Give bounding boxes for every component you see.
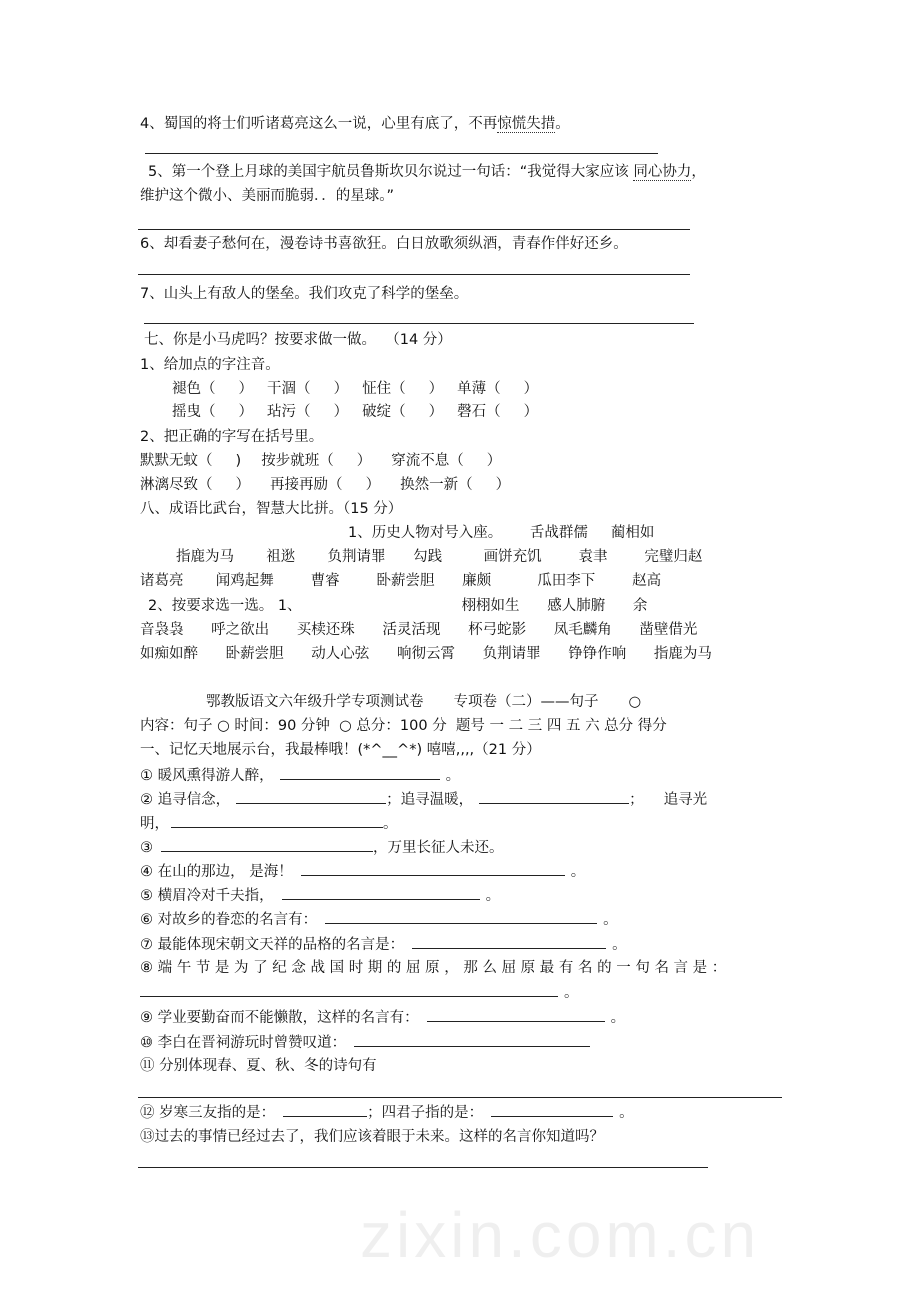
idiom-line-2: 指鹿为马 祖逖 负荆请罪 勾践 画饼充饥 袁聿 完璧归赵	[176, 549, 703, 565]
blank[interactable]	[283, 1102, 367, 1117]
q5-text: 5、第一个登上月球的美国宇航员鲁斯坎贝尔说过一句话：“我觉得大家应该	[148, 164, 634, 180]
period: 。	[445, 768, 461, 784]
idiom-line-1: 1、历史人物对号入座。 舌战群儒 蔺相如	[348, 525, 655, 541]
s1-q4	[140, 861, 585, 882]
q-text: ，万里长征人未还。	[373, 840, 504, 856]
period: 。	[619, 1105, 634, 1121]
exam-header-line	[206, 692, 641, 712]
blank[interactable]	[427, 1007, 605, 1022]
blank[interactable]	[161, 837, 373, 852]
q4-rewrite	[140, 114, 570, 134]
section1-title: 一、记忆天地展示台，我最棒哦！(*^__^*) 嘻嘻,,,,（21 分）	[140, 742, 541, 758]
q-text: ① 暖风熏得游人醉，	[140, 768, 274, 784]
answer-line[interactable]	[145, 153, 658, 154]
q-text: ⑫ 岁寒三友指的是：	[140, 1105, 276, 1121]
q4-dotted: 惊慌失措	[497, 116, 556, 132]
answer-line[interactable]	[138, 274, 690, 275]
period: 。	[570, 864, 586, 880]
answer-line[interactable]	[144, 323, 694, 324]
s1-q1	[140, 765, 460, 786]
q-text: ⑨ 学业要勤奋而不能懒散，这样的名言有：	[140, 1010, 419, 1026]
section8-title: 八、成语比武台，智慧大比拼。（15 分）	[140, 501, 403, 517]
pinyin-item[interactable]: 摇曳（ ）	[172, 404, 254, 420]
blank[interactable]	[280, 765, 440, 780]
q-text: ⑥ 对故乡的眷恋的名言有：	[140, 912, 318, 928]
pinyin-item[interactable]: 怔住（ ）	[362, 381, 444, 397]
idiom-line-4	[148, 596, 647, 616]
correction-row-1	[140, 451, 501, 471]
answer-line[interactable]	[138, 229, 690, 230]
q4-end: 。	[555, 116, 570, 132]
blank[interactable]	[301, 861, 565, 876]
answer-line[interactable]	[138, 1097, 782, 1098]
q-text: ⑤ 横眉冷对千夫指，	[140, 888, 274, 904]
section7-sub1: 1、给加点的字注音。	[140, 357, 280, 373]
s1-q10	[140, 1032, 590, 1053]
s1-q8: ⑧ 端 午 节 是 为 了 纪 念 战 国 时 期 的 屈 原 ， 那 么 屈 原 最 有 名 的 一 句 名 言 是 ：	[140, 960, 727, 976]
q-text: ② 追寻信念，	[140, 792, 231, 808]
idiom-line-4b: 栩栩如生 感人肺腑 余	[461, 598, 648, 614]
exam-subtitle: 专项卷（二）——句子	[453, 694, 599, 710]
q4-text: 4、蜀国的将士们听诸葛亮这么一说，心里有底了，不再	[140, 116, 498, 132]
pinyin-item[interactable]: 干涸（ ）	[267, 381, 349, 397]
s1-q5	[140, 885, 500, 906]
blank[interactable]	[236, 789, 386, 804]
q-text: ④ 在山的那边， 是海！	[140, 864, 293, 880]
correction-item[interactable]: 穿流不息（ ）	[391, 453, 502, 469]
pinyin-item[interactable]: 褪色（ ）	[172, 381, 254, 397]
blank[interactable]	[479, 789, 629, 804]
s1-q13: ⑬过去的事情已经过去了，我们应该着眼于未来。这样的名言你知道吗？	[140, 1129, 604, 1145]
blank[interactable]	[282, 885, 480, 900]
period: 。	[603, 912, 618, 928]
q-text: ；追寻温暖，	[386, 792, 474, 808]
s1-q12	[140, 1102, 634, 1123]
s1-q3	[140, 837, 504, 858]
q5-rewrite	[148, 162, 706, 182]
q-text: ；四君子指的是：	[367, 1105, 484, 1121]
s1-q2-cont	[140, 813, 398, 834]
period: 。	[564, 985, 579, 1001]
watermark: zixin.com.cn	[360, 1199, 761, 1271]
s1-q7	[140, 934, 627, 955]
answer-line[interactable]	[138, 1167, 708, 1168]
q7-rewrite: 7、山头上有敌人的堡垒。我们攻克了科学的堡垒。	[140, 286, 469, 302]
q-text: 追寻光	[663, 792, 708, 808]
blank[interactable]	[140, 982, 558, 997]
correction-item[interactable]: 按步就班（ ）	[261, 453, 372, 469]
q5-end: ，	[691, 164, 706, 180]
q-text: ③	[140, 840, 153, 856]
exam-info: 内容：句子 ○ 时间：90 分钟 ○ 总分：100 分 题号 一 二 三 四 五 六 总分 得分	[140, 718, 667, 734]
pinyin-item[interactable]: 破绽（ ）	[362, 404, 444, 420]
correction-item[interactable]: 淋漓尽致（ ）	[140, 477, 251, 493]
exam-title: 鄂教版语文六年级升学专项测试卷	[206, 694, 424, 710]
correction-row-2	[140, 475, 510, 495]
idiom-line-3: 诸葛亮 闻鸡起舞 曹睿 卧薪尝胆 廉颇 瓜田李下 赵高	[140, 573, 662, 589]
pinyin-item[interactable]: 单薄（ ）	[457, 381, 539, 397]
s1-q6	[140, 909, 618, 930]
idiom-line-6: 如痴如醉 卧薪尝胆 动人心弦 响彻云霄 负荆请罪 铮铮作响 指鹿为马	[140, 646, 712, 662]
idiom-line-4a: 2、按要求选一选。 1、	[148, 598, 302, 614]
q-text: ⑩ 李白在晋祠游玩时曾赞叹道：	[140, 1035, 347, 1051]
correction-item[interactable]: 再接再励（ ）	[270, 477, 381, 493]
pinyin-row-1	[172, 379, 538, 399]
q5-dotted: 同心协力	[633, 164, 692, 180]
q-text: 明，	[140, 816, 169, 832]
period: 。	[612, 937, 627, 953]
blank[interactable]	[491, 1102, 613, 1117]
blank[interactable]	[325, 909, 597, 924]
correction-item[interactable]: 默默无蚊（ )	[140, 453, 242, 469]
s1-q8-cont	[140, 982, 579, 1003]
pinyin-row-2	[172, 402, 538, 422]
period: 。	[383, 816, 398, 832]
section7-sub2: 2、把正确的字写在括号里。	[140, 429, 324, 445]
idiom-line-5: 音袅袅 呼之欲出 买椟还珠 活灵活现 杯弓蛇影 凤毛麟角 凿壁借光	[140, 622, 698, 638]
pinyin-item[interactable]: 玷污（ ）	[267, 404, 349, 420]
pinyin-item[interactable]: 磬石（ ）	[457, 404, 539, 420]
q-text: ⑦ 最能体现宋朝文天祥的品格的名言是：	[140, 937, 405, 953]
q6-rewrite: 6、却看妻子愁何在，漫卷诗书喜欲狂。白日放歌须纵酒，青春作伴好还乡。	[140, 236, 628, 252]
s1-q2	[140, 789, 707, 810]
correction-item[interactable]: 换然一新（ ）	[400, 477, 511, 493]
q-text: ；	[629, 792, 644, 808]
section7-title: 七、你是小马虎吗？按要求做一做。 （14 分）	[144, 332, 452, 348]
blank[interactable]	[412, 934, 606, 949]
period: 。	[610, 1010, 626, 1026]
s1-q9	[140, 1007, 625, 1028]
period: 。	[485, 888, 501, 904]
blank[interactable]	[354, 1032, 590, 1047]
circle-mark: ○	[628, 694, 642, 710]
q5-line2: 维护这个微小、美丽而脆弱．．的星球。”	[140, 188, 395, 204]
s1-q11: ⑪ 分别体现春、夏、秋、冬的诗句有	[140, 1058, 377, 1074]
blank[interactable]	[171, 813, 383, 828]
